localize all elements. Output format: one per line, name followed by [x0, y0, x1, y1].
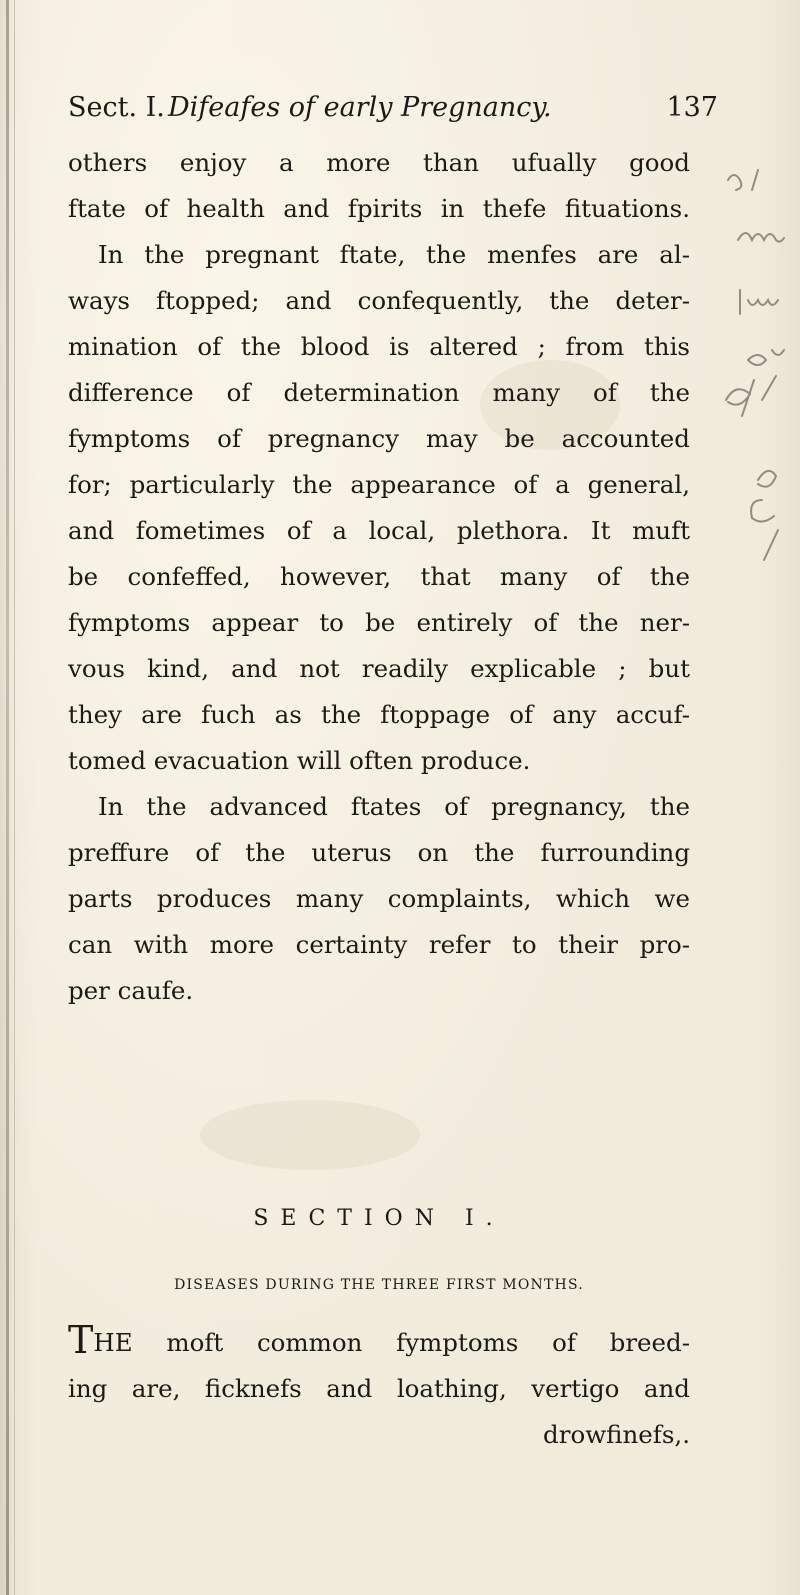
- binding-edge: [6, 0, 9, 1595]
- drop-cap: T: [68, 1318, 94, 1362]
- page-number: 137: [666, 92, 718, 123]
- paper-stain: [200, 1100, 420, 1170]
- text-line: can with more certainty refer to their pro-: [68, 930, 690, 959]
- text-line: ftate of health and fpirits in thefe fituations.: [68, 194, 690, 223]
- text-line: vous kind, and not readily explicable ; but: [68, 654, 690, 683]
- text-line: fymptoms appear to be entirely of the ner-: [68, 608, 690, 637]
- text-line: per caufe.: [68, 976, 194, 1005]
- handwritten-annotation: [718, 150, 798, 670]
- catchword-line: drowfinefs,.: [543, 1420, 690, 1449]
- section-paragraph: [68, 1320, 690, 1458]
- section-subheading: DISEASES DURING THE THREE FIRST MONTHS.: [174, 1277, 584, 1293]
- running-header: [68, 92, 718, 136]
- text-line: be confeffed, however, that many of the: [68, 562, 690, 591]
- section-heading: SECTION I.: [253, 1206, 505, 1231]
- text-line: ways ftopped; and confequently, the deter-: [68, 286, 690, 315]
- main-paragraph: [68, 140, 690, 1014]
- margin-handwriting: [718, 150, 798, 670]
- text-line: tomed evacuation will often produce.: [68, 746, 531, 775]
- text-line: mination of the blood is altered ; from this: [68, 332, 690, 361]
- first-line-text: HE moft common fymptoms of breed-: [93, 1328, 690, 1357]
- text-line: ing are, ficknefs and loathing, vertigo and: [68, 1374, 690, 1403]
- header-title: Difeafes of early Pregnancy.: [168, 92, 552, 123]
- text-line: others enjoy a more than ufually good: [68, 148, 690, 177]
- header-section: Sect. I.: [68, 92, 165, 123]
- text-line: difference of determination many of the: [68, 378, 690, 407]
- text-line: for; particularly the appearance of a general,: [68, 470, 690, 499]
- text-line: and fometimes of a local, plethora. It muft: [68, 516, 690, 545]
- text-line: [68, 1320, 690, 1366]
- text-line: fymptoms of pregnancy may be accounted: [68, 424, 690, 453]
- text-line: In the advanced ftates of pregnancy, the: [98, 792, 690, 821]
- text-line: parts produces many complaints, which we: [68, 884, 690, 913]
- text-line: In the pregnant ftate, the menfes are al-: [98, 240, 690, 269]
- text-line: they are fuch as the ftoppage of any accuf-: [68, 700, 690, 729]
- text-line: preffure of the uterus on the furrounding: [68, 838, 690, 867]
- binding-edge-inner: [14, 0, 15, 1595]
